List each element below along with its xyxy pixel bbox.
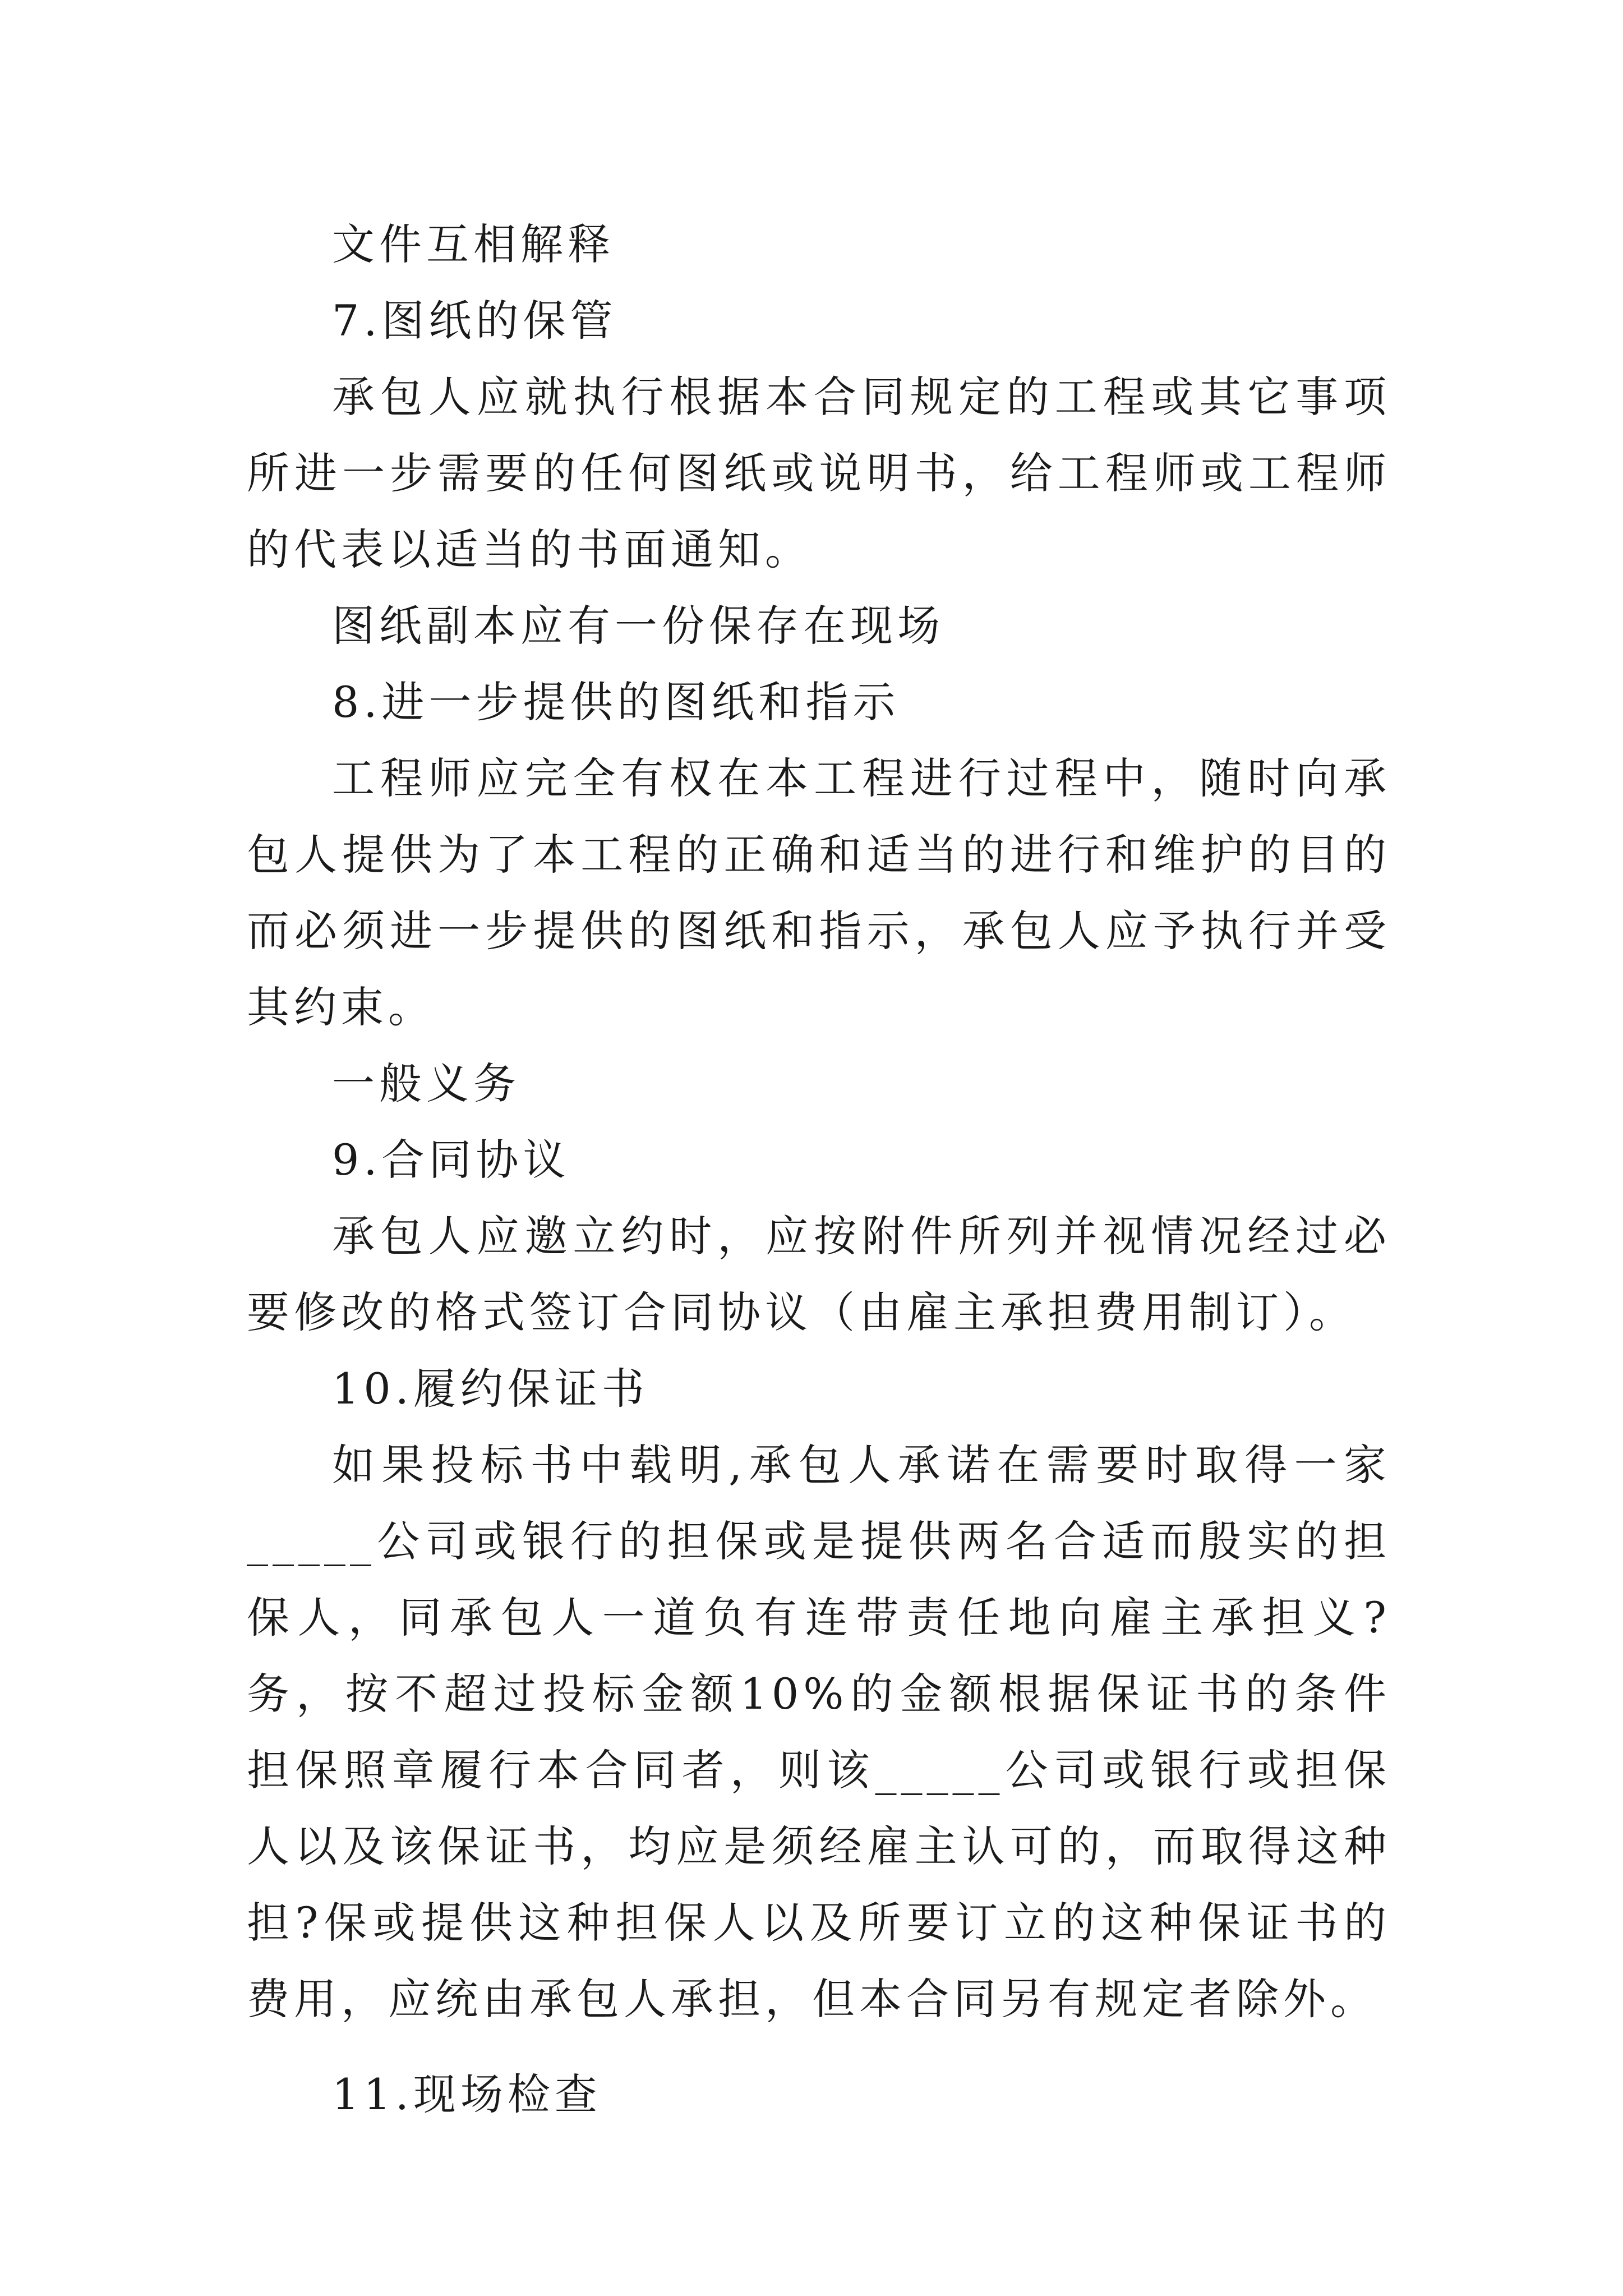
section-heading-8: 8.进一步提供的图纸和指示 bbox=[332, 677, 900, 727]
paragraph-6: 如果投标书中载明,承包人承诺在需要时取得一家_____公司或银行的担保或是提供两名合适而殷实的担保人，同承包人一道负有连带责任地向雇主承担义?务，按不超过投标金额10%的金额根据保证书的条件担保照章履行本合同者，则该_____公司或银行或担保人以及该保证书，均应是须经雇主认可的，而取得这种担?保或提供这种担保人以及所要订立的这种保证书的费用，应统由承包人承担，但本合同另有规定者除外。 bbox=[247, 1440, 1391, 2024]
paragraph-5: 承包人应邀立约时，应按附件所列并视情况经过必要修改的格式签订合同协议（由雇主承担费用制订）。 bbox=[247, 1211, 1391, 1337]
paragraph-3: 图纸副本应有一份保存在现场 bbox=[332, 601, 944, 651]
section-heading-9: 9.合同协议 bbox=[332, 1135, 570, 1185]
section-heading-11: 11.现场检查 bbox=[332, 2069, 602, 2119]
section-heading-general: 一般义务 bbox=[332, 1059, 520, 1108]
paragraph-4: 工程师应完全有权在本工程进行过程中，随时向承包人提供为了本工程的正确和适当的进行和维护的目的而必须进一步提供的图纸和指示，承包人应予执行并受其约束。 bbox=[247, 753, 1391, 1032]
document-body bbox=[247, 206, 1391, 2133]
section-heading-10: 10.履约保证书 bbox=[332, 1364, 649, 1414]
section-heading-7: 7.图纸的保管 bbox=[332, 296, 617, 346]
paragraph-1: 文件互相解释 bbox=[332, 219, 615, 269]
paragraph-2: 承包人应就执行根据本合同规定的工程或其它事项所进一步需要的任何图纸或说明书，给工程师或工程师的代表以适当的书面通知。 bbox=[247, 372, 1391, 574]
